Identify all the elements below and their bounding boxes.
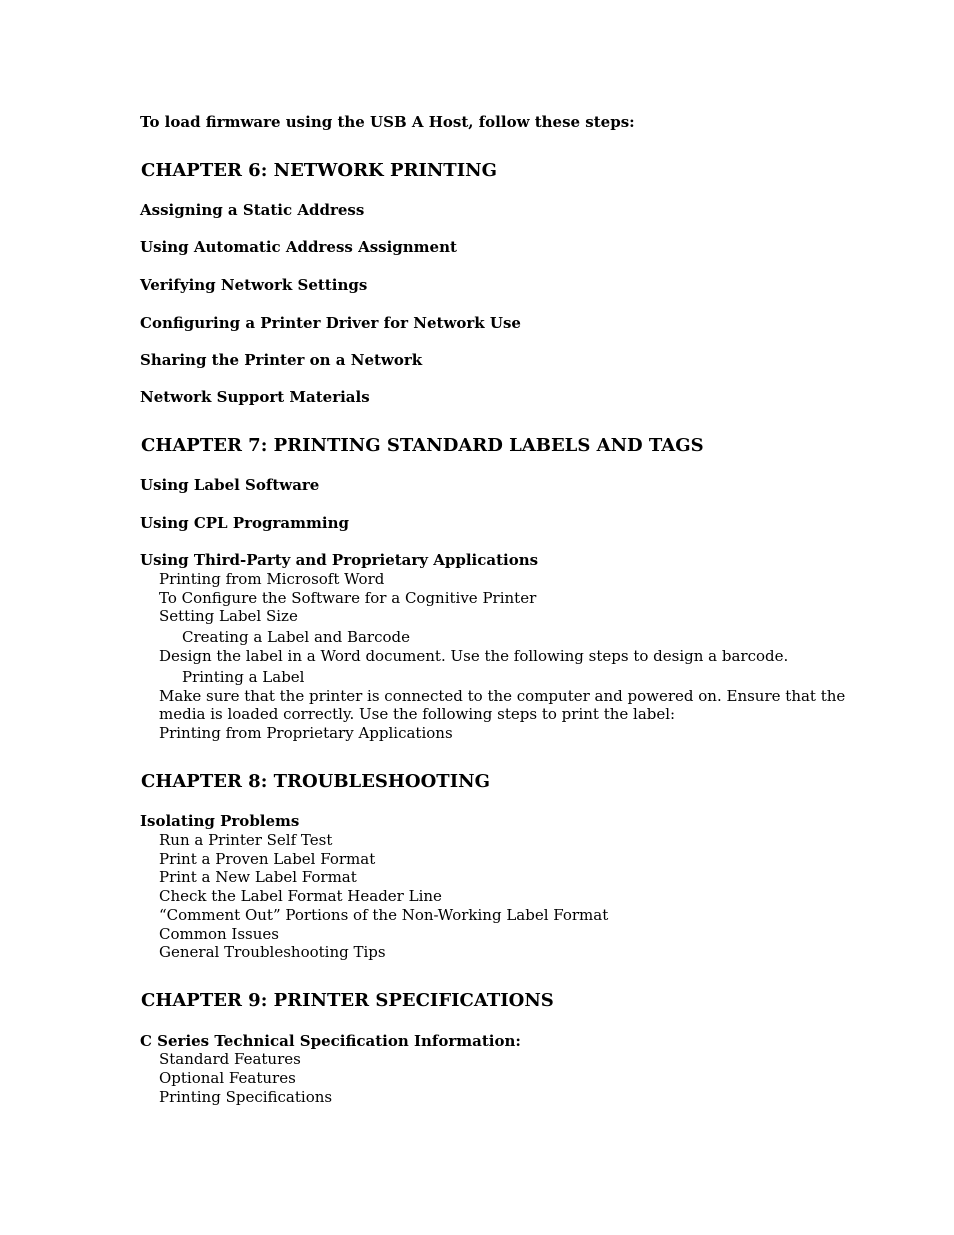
section-heading: Verifying Network Settings	[140, 276, 368, 294]
section-heading: Network Support Materials	[140, 388, 370, 406]
section-heading: Configuring a Printer Driver for Network Use	[140, 314, 521, 332]
subitem-level-2: Creating a Label and Barcode	[182, 628, 411, 646]
subitem: Printing from Proprietary Applications	[159, 724, 453, 742]
intro-line: To load firmware using the USB A Host, follow these steps:	[140, 113, 635, 131]
subitem: Common Issues	[159, 925, 279, 943]
section-heading: Using Label Software	[140, 476, 320, 494]
subitem: Setting Label Size	[159, 607, 298, 625]
section-heading: Isolating Problems	[140, 812, 300, 830]
body-text-line: Design the label in a Word document. Use the following steps to design a barcode.	[159, 647, 789, 665]
chapter-7-heading: CHAPTER 7: PRINTING STANDARD LABELS AND TAGS	[141, 435, 704, 456]
body-text-line: Make sure that the printer is connected to the computer and powered on. Ensure that the	[159, 687, 846, 705]
subitem: Standard Features	[159, 1050, 301, 1068]
subitem: “Comment Out” Portions of the Non-Working Label Format	[159, 906, 609, 924]
section-heading: Using Third-Party and Proprietary Applications	[140, 551, 539, 569]
subitem: Print a New Label Format	[159, 868, 357, 886]
chapter-8-heading: CHAPTER 8: TROUBLESHOOTING	[141, 771, 490, 792]
subitem: Print a Proven Label Format	[159, 850, 376, 868]
subitem: General Troubleshooting Tips	[159, 943, 386, 961]
section-heading: Sharing the Printer on a Network	[140, 351, 423, 369]
subitem: Printing Specifications	[159, 1088, 333, 1106]
body-text-line: media is loaded correctly. Use the following steps to print the label:	[159, 705, 676, 723]
section-heading: Using CPL Programming	[140, 514, 349, 532]
subitem: Optional Features	[159, 1069, 296, 1087]
section-heading: C Series Technical Specification Information:	[140, 1032, 521, 1050]
subitem-level-2: Printing a Label	[182, 668, 305, 686]
subitem: To Configure the Software for a Cognitive Printer	[159, 589, 537, 607]
chapter-9-heading: CHAPTER 9: PRINTER SPECIFICATIONS	[141, 990, 554, 1011]
chapter-6-heading: CHAPTER 6: NETWORK PRINTING	[141, 160, 497, 181]
section-heading: Using Automatic Address Assignment	[140, 238, 457, 256]
subitem: Check the Label Format Header Line	[159, 887, 442, 905]
subitem: Printing from Microsoft Word	[159, 570, 385, 588]
subitem: Run a Printer Self Test	[159, 831, 333, 849]
section-heading: Assigning a Static Address	[140, 201, 365, 219]
